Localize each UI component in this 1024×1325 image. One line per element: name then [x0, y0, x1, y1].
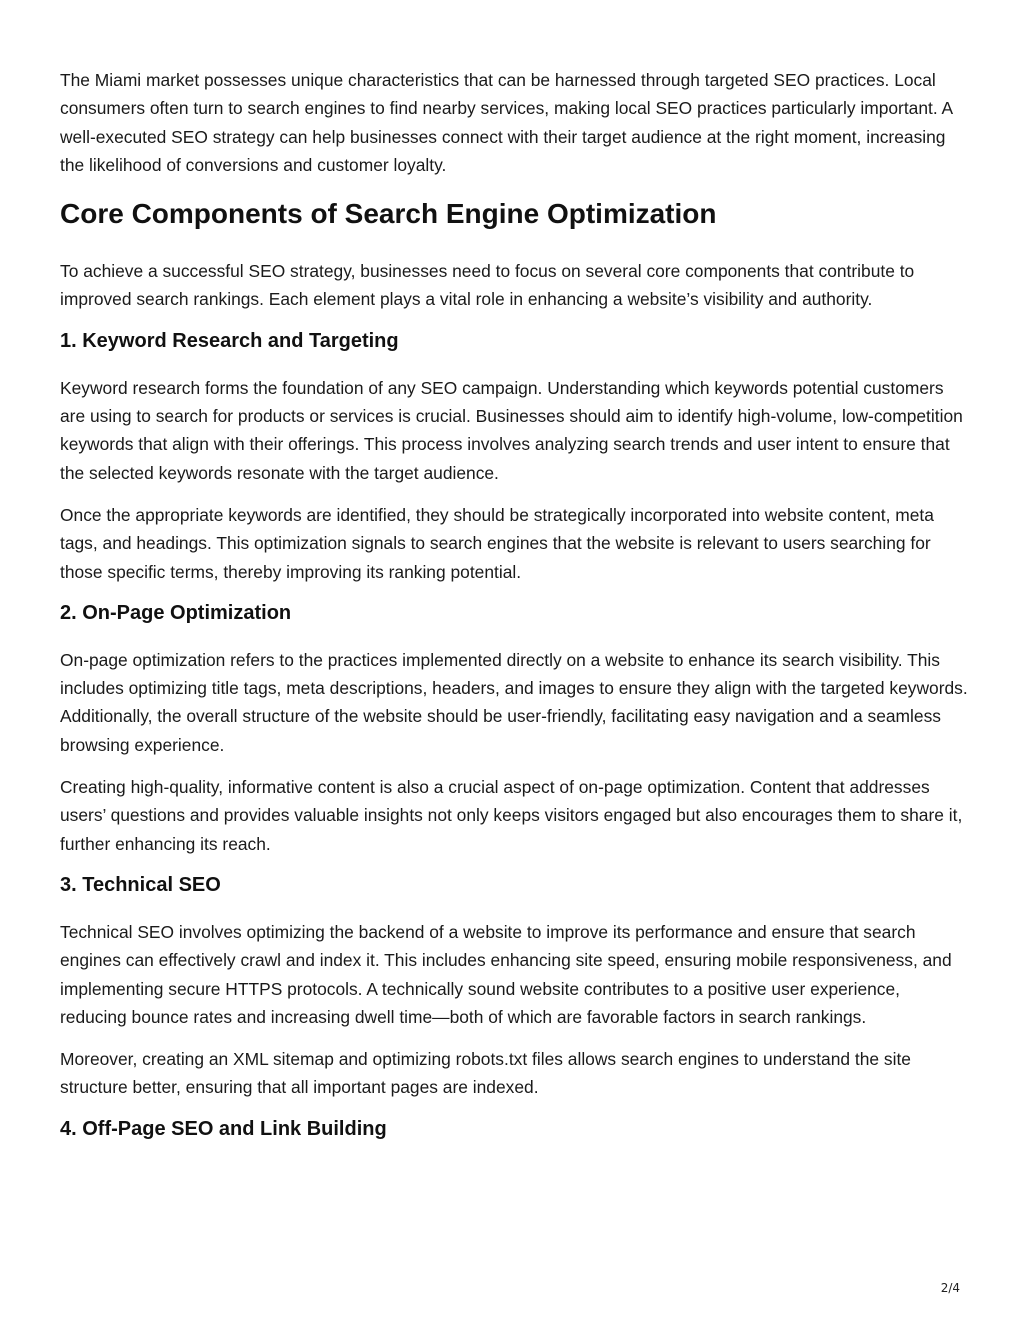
document-page [60, 66, 970, 1162]
paragraph: Creating high-quality, informative content is also a crucial aspect of on-page optimization. Content that addresses users’ questions and provides valuable insights not only keeps visitors engaged but also encourages them to share it, further enhancing its reach. [60, 777, 963, 854]
paragraph: Moreover, creating an XML sitemap and optimizing robots.txt files allows search engines to understand the site structure better, ensuring that all important pages are indexed. [60, 1049, 911, 1098]
subsection-heading-keyword-research: 1. Keyword Research and Targeting [60, 329, 399, 352]
page-number: 2/4 [940, 1281, 960, 1295]
subsection-heading-on-page: 2. On-Page Optimization [60, 601, 292, 624]
paragraph: Keyword research forms the foundation of any SEO campaign. Understanding which keywords potential customers are using to search for products or services is crucial. Businesses should aim to identify high-volume, low-competition keywords that align with their offerings. This process involves analyzing search trends and user intent to ensure that the selected keywords resonate with the target audience. [60, 377, 963, 483]
paragraph: On-page optimization refers to the practices implemented directly on a website to enhance its search visibility. This includes optimizing title tags, meta descriptions, headers, and images to ensure they align with the targeted keywords. Additionally, the overall structure of the website should be user-friendly, facilitating easy navigation and a seamless browsing experience. [60, 649, 968, 755]
intro-paragraph: The Miami market possesses unique characteristics that can be harnessed through targeted SEO practices. Local consumers often turn to search engines to find nearby services, making local SEO practices particularly important. A well-executed SEO strategy can help businesses connect with their target audience at the right moment, increasing the likelihood of conversions and customer loyalty. [60, 70, 953, 175]
section-heading: Core Components of Search Engine Optimization [60, 198, 717, 230]
subsection-heading-off-page: 4. Off-Page SEO and Link Building [60, 1117, 387, 1140]
section-intro-paragraph: To achieve a successful SEO strategy, businesses need to focus on several core components that contribute to improved search rankings. Each element plays a vital role in enhancing a website’s visibility and authority. [60, 261, 915, 310]
paragraph: Technical SEO involves optimizing the backend of a website to improve its performance and ensure that search engines can effectively crawl and index it. This includes enhancing site speed, ensuring mobile responsiveness, and implementing secure HTTPS protocols. A technically sound website contributes to a positive user experience, reducing bounce rates and increasing dwell time—both of which are favorable factors in search rankings. [60, 921, 952, 1027]
subsection-heading-technical-seo: 3. Technical SEO [60, 873, 221, 896]
paragraph: Once the appropriate keywords are identified, they should be strategically incorporated into website content, meta tags, and headings. This optimization signals to search engines that the website is relevant to users searching for those specific terms, thereby improving its ranking potential. [60, 504, 934, 582]
